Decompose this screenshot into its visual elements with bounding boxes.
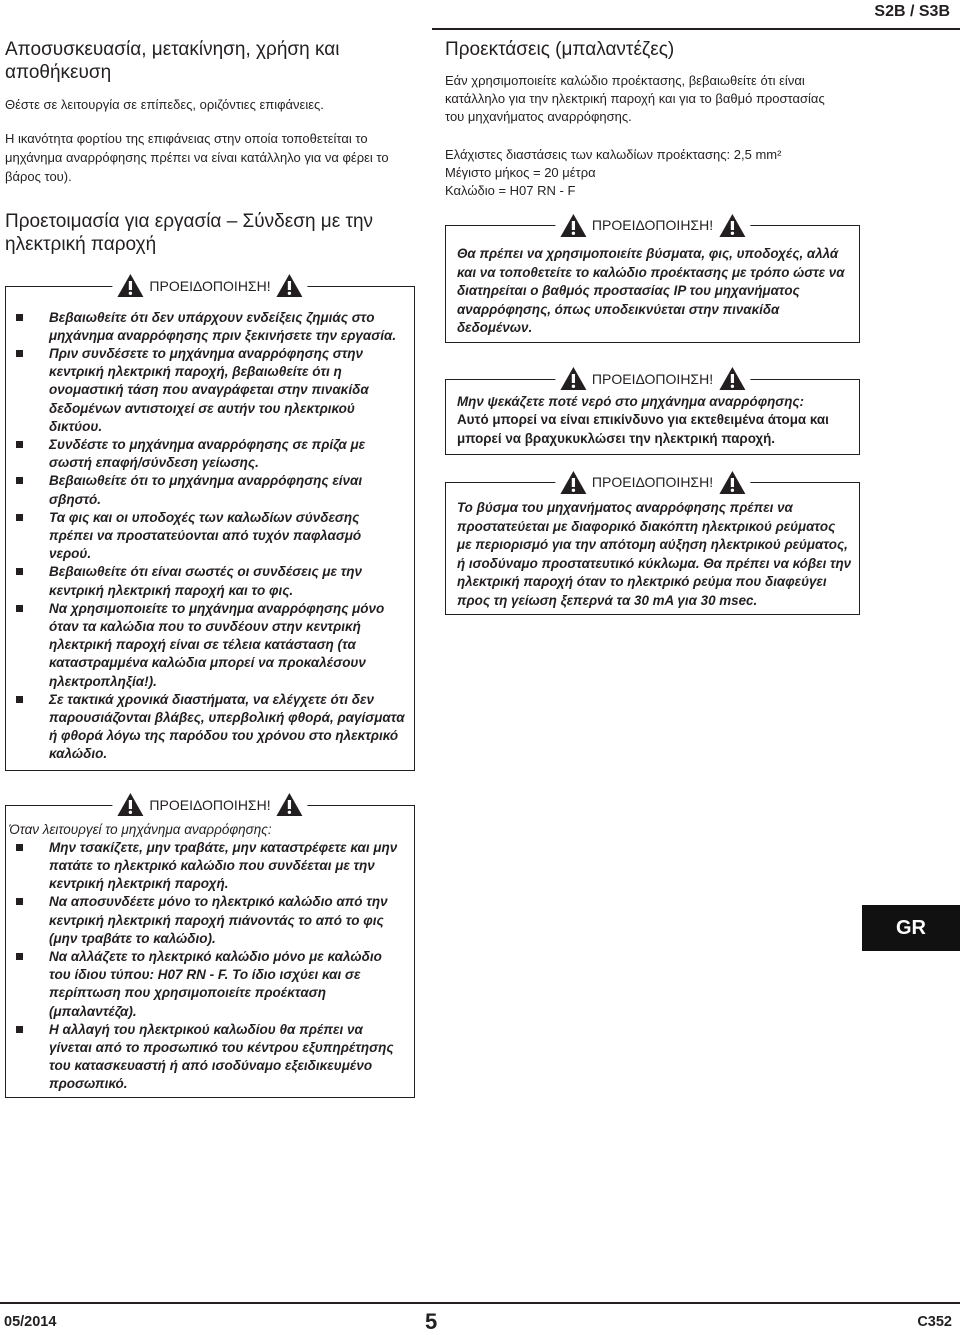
model-header: S2B / S3B — [874, 3, 950, 20]
spec-min-section: Ελάχιστες διαστάσεις των καλωδίων προέκτασης: 2,5 mm² — [445, 147, 782, 162]
warning-triangle-icon — [276, 273, 304, 298]
footer-divider — [0, 1302, 960, 1304]
footer-date: 05/2014 — [4, 1314, 57, 1330]
warning-title — [555, 366, 750, 392]
list-item: Βεβαιωθείτε ότι είναι σωστές οι συνδέσεις με την κεντρική ηλεκτρική παροχή και το φις. — [49, 563, 406, 599]
warning-title-label: ΠΡΟΕΙΔΟΠΟΙΗΣΗ! — [591, 370, 714, 387]
warning-triangle-icon — [559, 470, 587, 495]
right-column — [445, 38, 860, 615]
spec-max-length: Μέγιστο μήκος = 20 μέτρα — [445, 165, 596, 180]
list-item: Βεβαιωθείτε ότι το μηχάνημα αναρρόφησης είναι σβηστό. — [49, 472, 406, 508]
list-item: Τα φις και οι υποδοχές των καλωδίων σύνδεσης πρέπει να προστατεύονται από τυχόν παφλασμό νερού. — [49, 509, 406, 564]
warning-text: Αυτό μπορεί να είναι επικίνδυνο για εκτεθειμένα άτομα και μπορεί να βραχυκυκλώσει την ηλεκτρική παροχή. — [457, 412, 829, 446]
section-title-unpacking: Αποσυσκευασία, μετακίνηση, χρήση και αποθήκευση — [5, 39, 340, 83]
list-item: Σε τακτικά χρονικά διαστήματα, να ελέγχετε ότι δεν παρουσιάζονται βλάβες, υπερβολική φθορά, ραγίσματα ή φθορά λόγω της παρόδου του χρόνου στο ηλεκτρικό καλώδιο. — [49, 691, 406, 764]
language-tab: GR — [862, 905, 960, 951]
warning-text: Θα πρέπει να χρησιμοποιείτε βύσματα, φις, υποδοχές, αλλά και να τοποθετείτε το καλώδιο προέκτασης με τρόπο ώστε να διατηρείται ο βαθμός προστασίας IP του μηχανήματος αναρρόφησης, όπως υποδεικνύεται στην πινακίδα δεδομένων. — [457, 246, 845, 335]
warning-intro: Όταν λειτουργεί το μηχάνημα αναρρόφησης: — [9, 821, 272, 837]
list-item: Να αποσυνδέετε μόνο το ηλεκτρικό καλώδιο από την κεντρική ηλεκτρική παροχή πιάνοντάς το από το φις (μην τραβάτε το καλώδιο). — [49, 893, 406, 948]
warning-triangle-icon — [116, 792, 144, 817]
warning-triangle-icon — [718, 470, 746, 495]
section-title-preparation: Προετοιμασία για εργασία – Σύνδεση με την ηλεκτρική παροχή — [5, 210, 374, 255]
header-divider — [432, 28, 960, 30]
warning-title-label: ΠΡΟΕΙΔΟΠΟΙΗΣΗ! — [149, 796, 271, 813]
warning-list — [6, 839, 414, 1094]
spec-cable-type: Καλώδιο = H07 RN - F — [445, 183, 576, 198]
warning-triangle-icon — [718, 213, 746, 238]
list-item: Να χρησιμοποιείτε το μηχάνημα αναρρόφησης μόνο όταν τα καλώδια που το συνδέουν στην κεντρική ηλεκτρική παροχή είναι σε τέλεια κατάσταση (τα καταστραμμένα καλώδια μπορεί να προκαλέσουν ηλεκτροπληξία!). — [49, 600, 406, 691]
warning-box-ip-protection — [445, 217, 860, 343]
paragraph: Η ικανότητα φορτίου της επιφάνειας στην οποία τοποθετείται το μηχάνημα αναρρόφησης πρέπει να είναι κατάλληλο για να φέρει το βάρος του). — [5, 130, 389, 184]
warning-list — [6, 309, 414, 764]
warning-title-label: ΠΡΟΕΙΔΟΠΟΙΗΣΗ! — [591, 217, 714, 233]
page-number: 5 — [425, 1309, 438, 1334]
paragraph: Θέστε σε λειτουργία σε επίπεδες, οριζόντιες επιφάνειες. — [5, 97, 324, 112]
warning-title — [112, 792, 307, 818]
list-item: Συνδέστε το μηχάνημα αναρρόφησης σε πρίζα με σωστή επαφή/σύνδεση γείωσης. — [49, 436, 406, 472]
warning-lead: Μην ψεκάζετε ποτέ νερό στο μηχάνημα αναρρόφησης: — [457, 393, 804, 409]
warning-triangle-icon — [559, 213, 587, 238]
warning-triangle-icon — [559, 366, 587, 391]
warning-box-water — [445, 370, 860, 456]
warning-box-operation — [5, 796, 415, 1098]
list-item: Να αλλάζετε το ηλεκτρικό καλώδιο μόνο με καλώδιο του ίδιου τύπου: H07 RN - F. Το ίδιο ισχύει και σε περίπτωση που χρησιμοποιείτε προέκταση (μπαλαντέζα). — [49, 948, 406, 1021]
document-code: C352 — [917, 1314, 952, 1330]
warning-title-label: ΠΡΟΕΙΔΟΠΟΙΗΣΗ! — [149, 277, 271, 294]
warning-title — [112, 273, 307, 299]
list-item: Η αλλαγή του ηλεκτρικού καλωδίου θα πρέπει να γίνεται από το προσωπικό του κέντρου εξυπηρέτησης του κατασκευαστή ή από ισοδύναμο εξειδικευμένο προσωπικό. — [49, 1021, 406, 1094]
warning-triangle-icon — [718, 366, 746, 391]
list-item: Πριν συνδέσετε το μηχάνημα αναρρόφησης στην κεντρική ηλεκτρική παροχή, βεβαιωθείτε ότι η ονομαστική τάση που αναγράφεται στην πινακίδα δεδομένων αντιστοιχεί σε αυτήν του ηλεκτρικού δικτύου. — [49, 345, 406, 436]
warning-triangle-icon — [276, 792, 304, 817]
warning-triangle-icon — [116, 273, 144, 298]
warning-box-connection — [5, 277, 415, 771]
list-item: Μην τσακίζετε, μην τραβάτε, μην καταστρέφετε και μην πατάτε το ηλεκτρικό καλώδιο που συνδέεται με την κεντρική ηλεκτρική παροχή. — [49, 839, 406, 894]
warning-text: Το βύσμα του μηχανήματος αναρρόφησης πρέπει να προστατεύεται με διαφορικό διακόπτη ηλεκτρικού ρεύματος με περιορισμό για την απότομη αύξηση ηλεκτρικού ρεύματος, ή ισοδύναμο προστατευτικό κύκλωμα. Θα πρέπει να κόβει την ηλεκτρική παροχή όταν το ηλεκτρικό ρεύμα που διαφεύγει προς τη γείωση ξεπερνά τα 30 mA για 30 msec. — [457, 500, 852, 608]
warning-title — [555, 469, 750, 495]
left-column — [5, 38, 415, 1098]
list-item: Βεβαιωθείτε ότι δεν υπάρχουν ενδείξεις ζημιάς στο μηχάνημα αναρρόφησης πριν ξεκινήσετε την εργασία. — [49, 309, 406, 345]
warning-box-rcd — [445, 474, 860, 615]
paragraph: Εάν χρησιμοποιείτε καλώδιο προέκτασης, βεβαιωθείτε ότι είναι κατάλληλο για την ηλεκτρική παροχή και για το βαθμό προστασίας του μηχανήματος αναρρόφησης. — [445, 73, 825, 124]
warning-title-label: ΠΡΟΕΙΔΟΠΟΙΗΣΗ! — [591, 474, 714, 490]
section-title-extensions: Προεκτάσεις (μπαλαντέζες) — [445, 39, 675, 60]
extension-specs — [445, 146, 860, 200]
warning-title — [555, 212, 750, 238]
